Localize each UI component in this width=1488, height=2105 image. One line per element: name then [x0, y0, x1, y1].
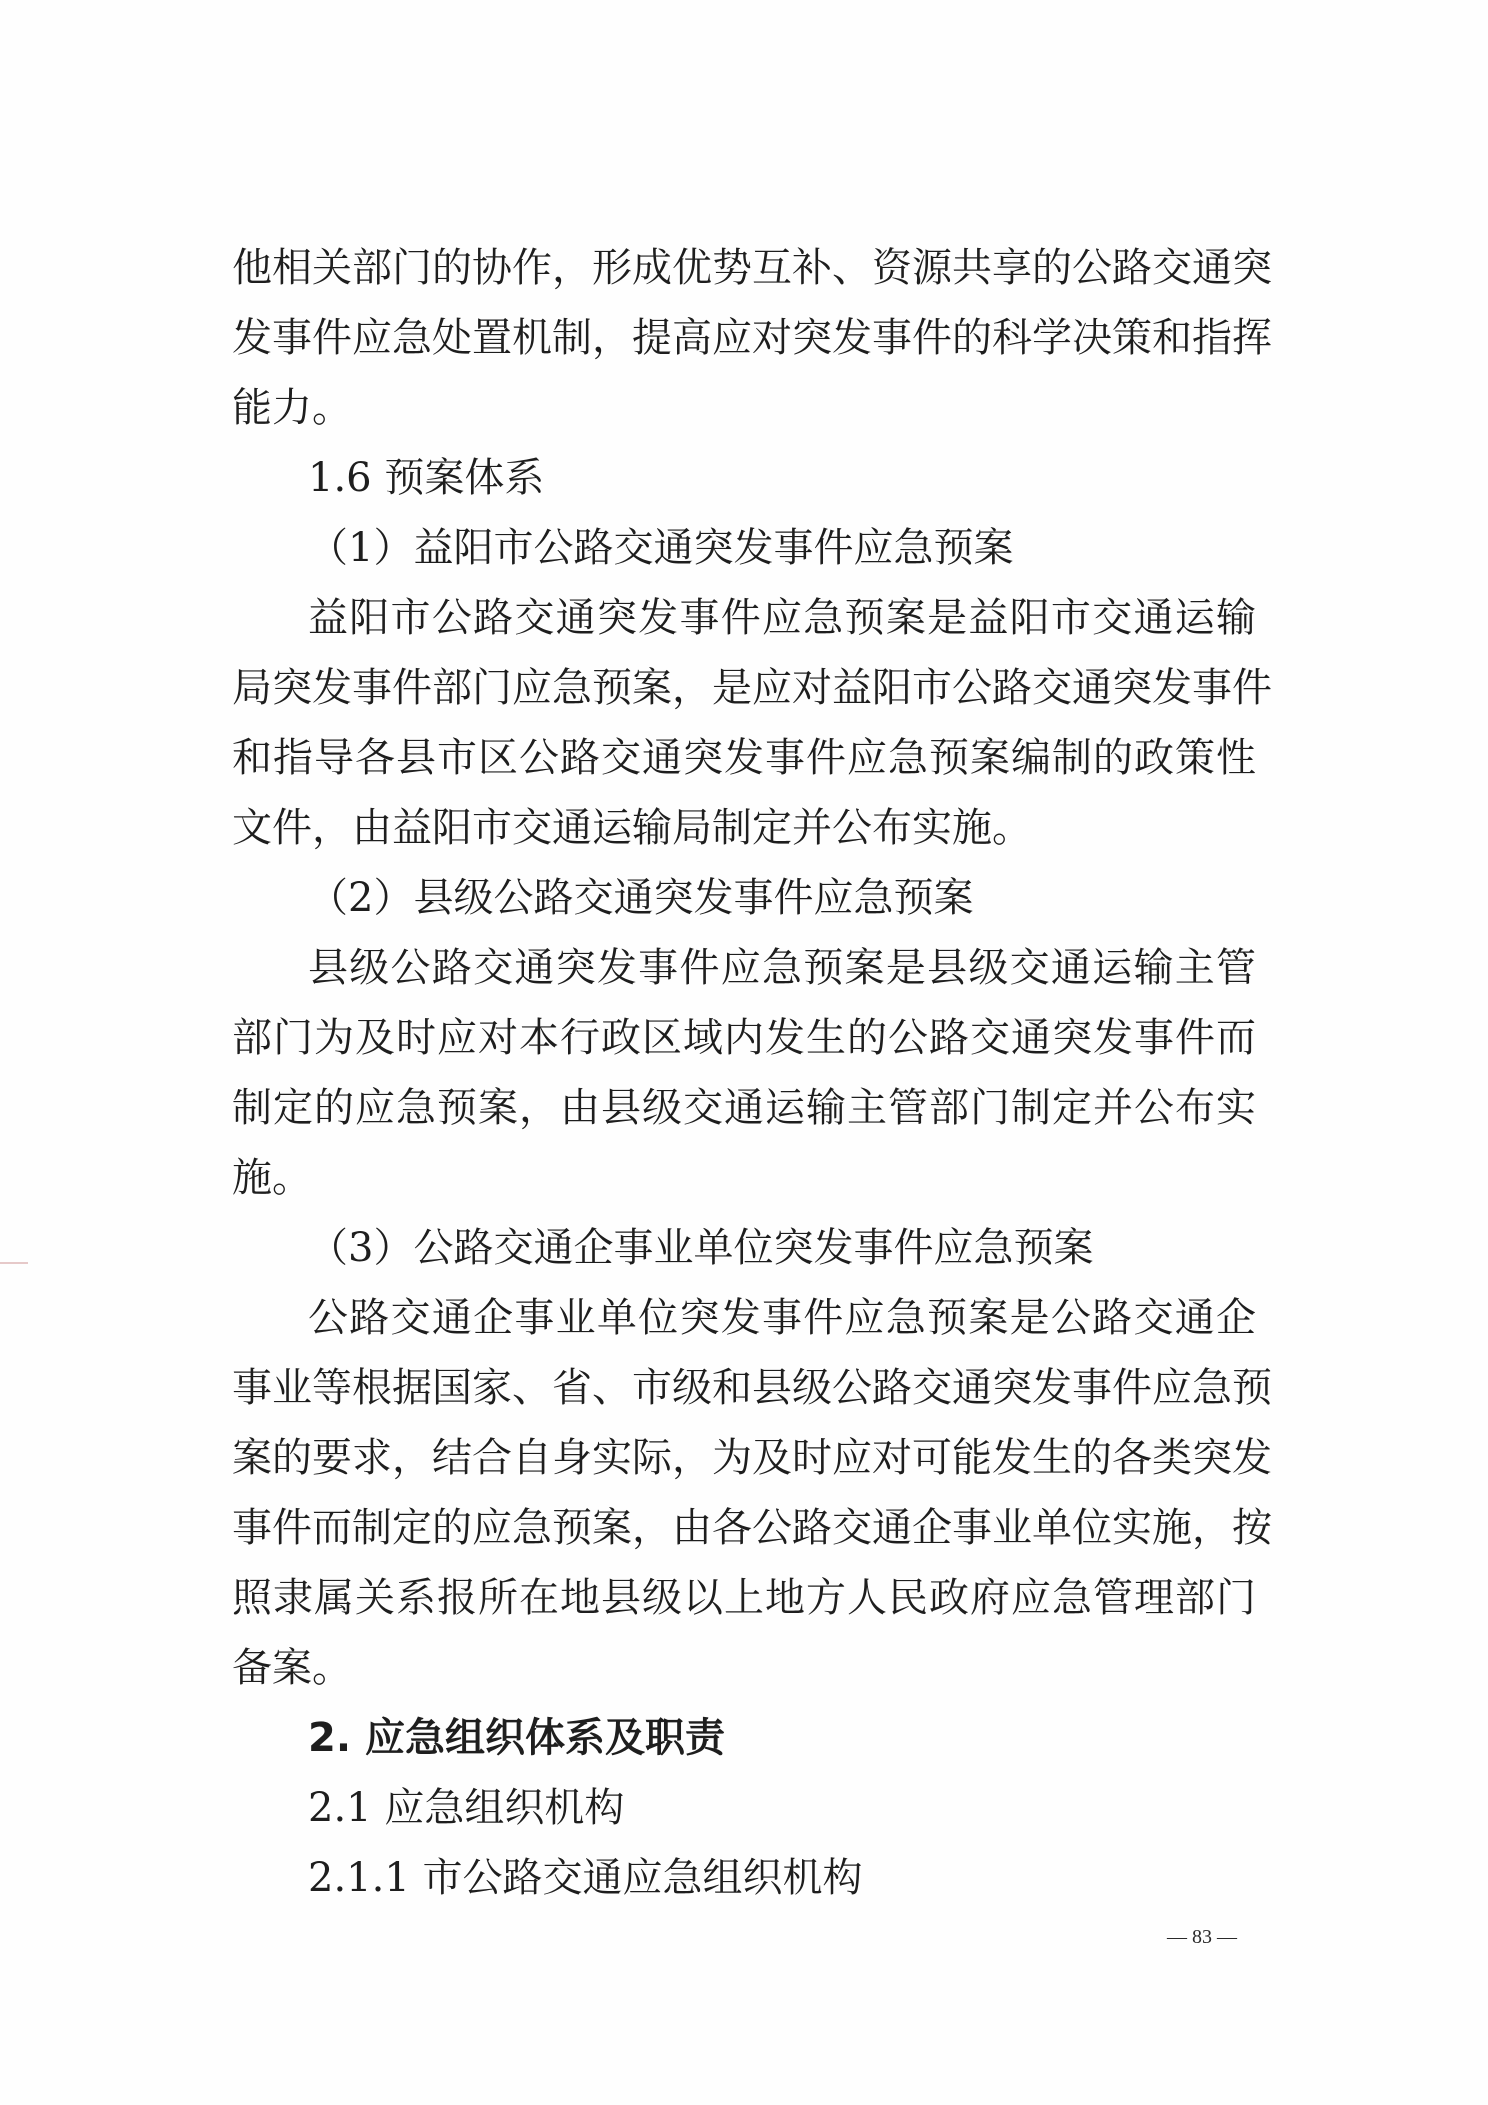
subsection-heading: （1）益阳市公路交通突发事件应急预案 — [308, 525, 1014, 571]
margin-mark — [0, 1262, 28, 1264]
body-line: 事件而制定的应急预案，由各公路交通企事业单位实施，按 — [232, 1505, 1272, 1551]
subsection-heading: （2）县级公路交通突发事件应急预案 — [308, 875, 974, 921]
body-line: 文件，由益阳市交通运输局制定并公布实施。 — [232, 805, 1032, 851]
body-line: 益阳市公路交通突发事件应急预案是益阳市交通运输 — [308, 595, 1256, 641]
body-line: 县级公路交通突发事件应急预案是县级交通运输主管 — [308, 945, 1256, 991]
body-line: 照隶属关系报所在地县级以上地方人民政府应急管理部门 — [232, 1575, 1256, 1621]
body-line: 能力。 — [232, 385, 352, 431]
body-line: 他相关部门的协作，形成优势互补、资源共享的公路交通突 — [232, 245, 1272, 291]
body-line: 施。 — [232, 1155, 312, 1201]
body-line: 公路交通企事业单位突发事件应急预案是公路交通企 — [308, 1295, 1256, 1341]
body-line: 制定的应急预案，由县级交通运输主管部门制定并公布实 — [232, 1085, 1256, 1131]
section-heading: 2.1 应急组织机构 — [308, 1785, 625, 1831]
chapter-heading: 2. 应急组织体系及职责 — [308, 1715, 725, 1761]
page-number: — 83 — — [1167, 1926, 1237, 1948]
subsection-heading: 2.1.1 市公路交通应急组织机构 — [308, 1855, 863, 1901]
body-line: 部门为及时应对本行政区域内发生的公路交通突发事件而 — [232, 1015, 1256, 1061]
body-line: 备案。 — [232, 1645, 352, 1691]
body-line: 案的要求，结合自身实际，为及时应对可能发生的各类突发 — [232, 1435, 1272, 1481]
body-line: 发事件应急处置机制，提高应对突发事件的科学决策和指挥 — [232, 315, 1272, 361]
body-line: 和指导各县市区公路交通突发事件应急预案编制的政策性 — [232, 735, 1256, 781]
body-line: 局突发事件部门应急预案，是应对益阳市公路交通突发事件 — [232, 665, 1272, 711]
section-heading: 1.6 预案体系 — [308, 455, 545, 501]
body-line: 事业等根据国家、省、市级和县级公路交通突发事件应急预 — [232, 1365, 1272, 1411]
subsection-heading: （3）公路交通企事业单位突发事件应急预案 — [308, 1225, 1094, 1271]
